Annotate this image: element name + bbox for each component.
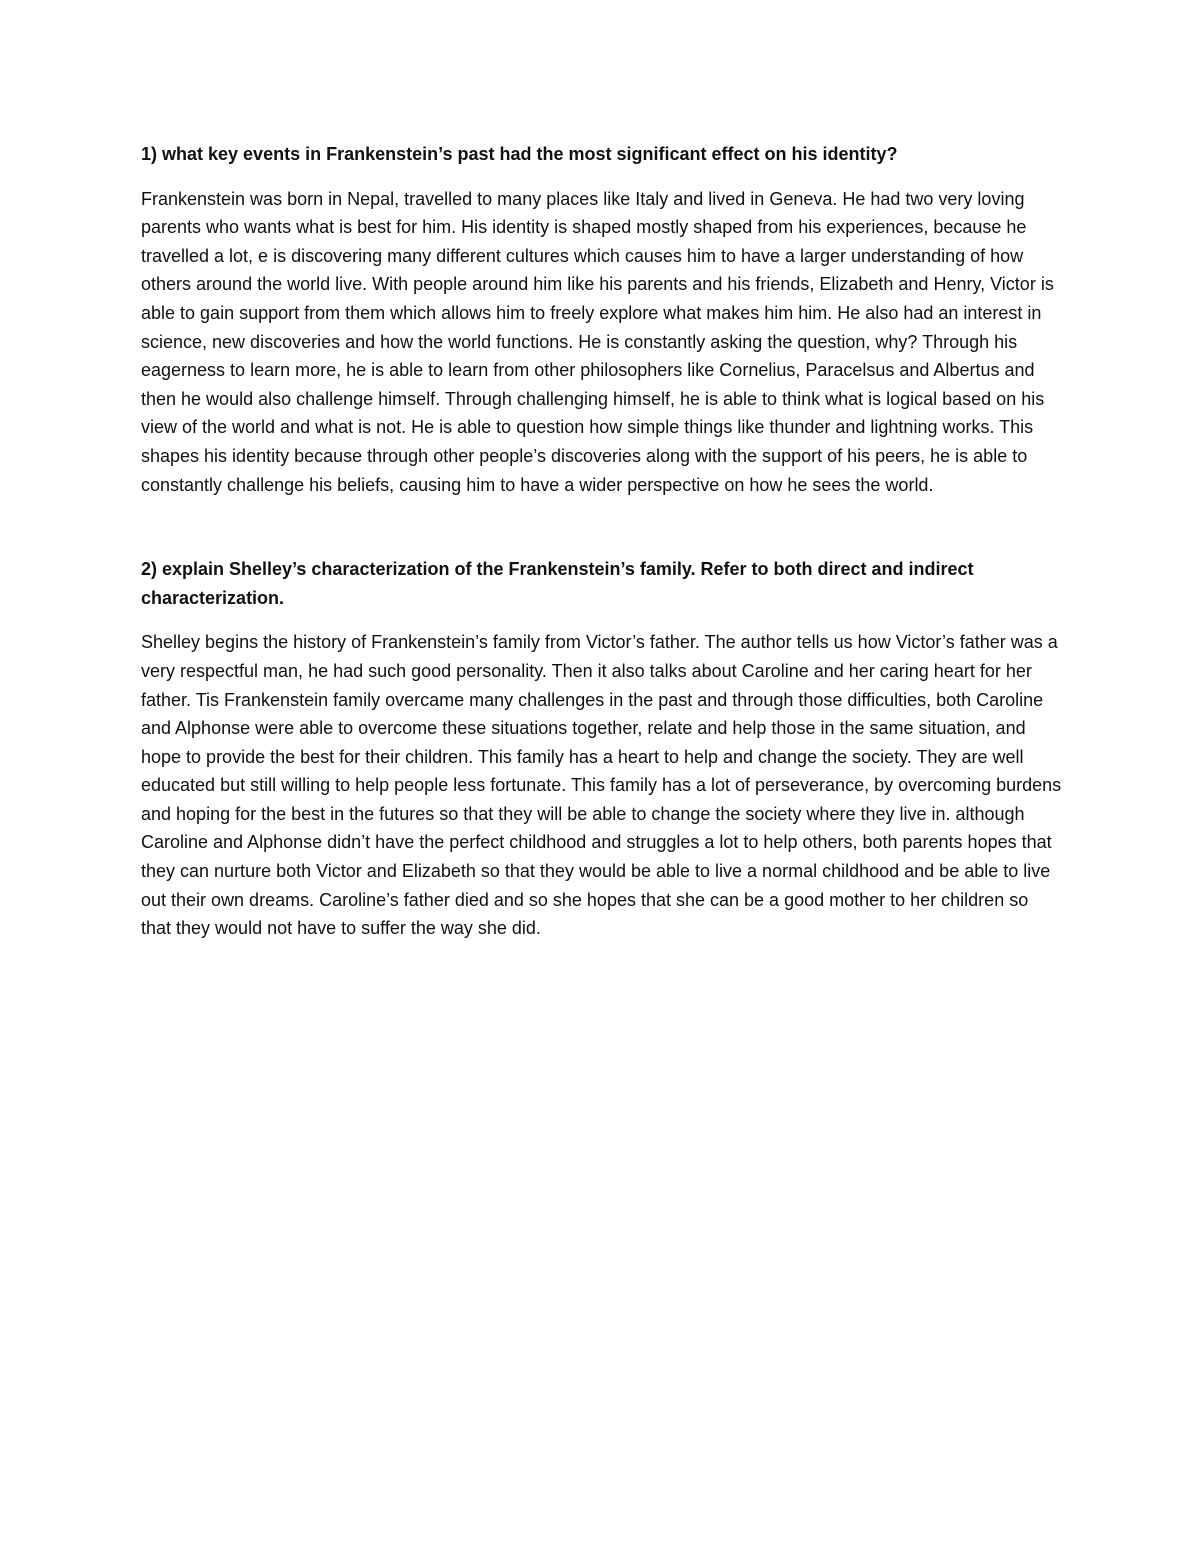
question-2-heading: 2) explain Shelley’s characterization of the Frankenstein’s family. Refer to both direct and indirect characterization.	[141, 559, 974, 608]
answer-2-paragraph: Shelley begins the history of Frankenstein’s family from Victor’s father. The author tells us how Victor’s father was a very respectful man, he had such good personality. Then it also talks about Caroline and her caring heart for her father. Tis Frankenstein family overcame many challenges in the past and through those difficulties, both Caroline and Alphonse were able to overcome these situations together, relate and help those in the same situation, and hope to provide the best for their children. This family has a heart to help and change the society. They are well educated but still willing to help people less fortunate. This family has a lot of perseverance, by overcoming burdens and hoping for the best in the futures so that they will be able to change the society where they live in. although Caroline and Alphonse didn’t have the perfect childhood and struggles a lot to help others, both parents hopes that they can nurture both Victor and Elizabeth so that they would be able to live a normal childhood and be able to live out their own dreams. Caroline’s father died and so she hopes that she can be a good mother to her children so that they would not have to suffer the way she did.	[141, 632, 1062, 939]
question-1-heading: 1) what key events in Frankenstein’s past had the most significant effect on his identity?	[141, 144, 898, 164]
section-1	[141, 140, 1062, 499]
answer-1-paragraph: Frankenstein was born in Nepal, travelled to many places like Italy and lived in Geneva. He had two very loving parents who wants what is best for him. His identity is shaped mostly shaped from his experiences, because he travelled a lot, e is discovering many different cultures which causes him to have a larger understanding of how others around the world live. With people around him like his parents and his friends, Elizabeth and Henry, Victor is able to gain support from them which allows him to freely explore what makes him him. He also had an interest in science, new discoveries and how the world functions. He is constantly asking the question, why? Through his eagerness to learn more, he is able to learn from other philosophers like Cornelius, Paracelsus and Albertus and then he would also challenge himself. Through challenging himself, he is able to think what is logical based on his view of the world and what is not. He is able to question how simple things like thunder and lightning works. This shapes his identity because through other people’s discoveries along with the support of his peers, he is able to constantly challenge his beliefs, causing him to have a wider perspective on how he sees the world.	[141, 188, 1054, 495]
section-2	[141, 555, 1062, 943]
